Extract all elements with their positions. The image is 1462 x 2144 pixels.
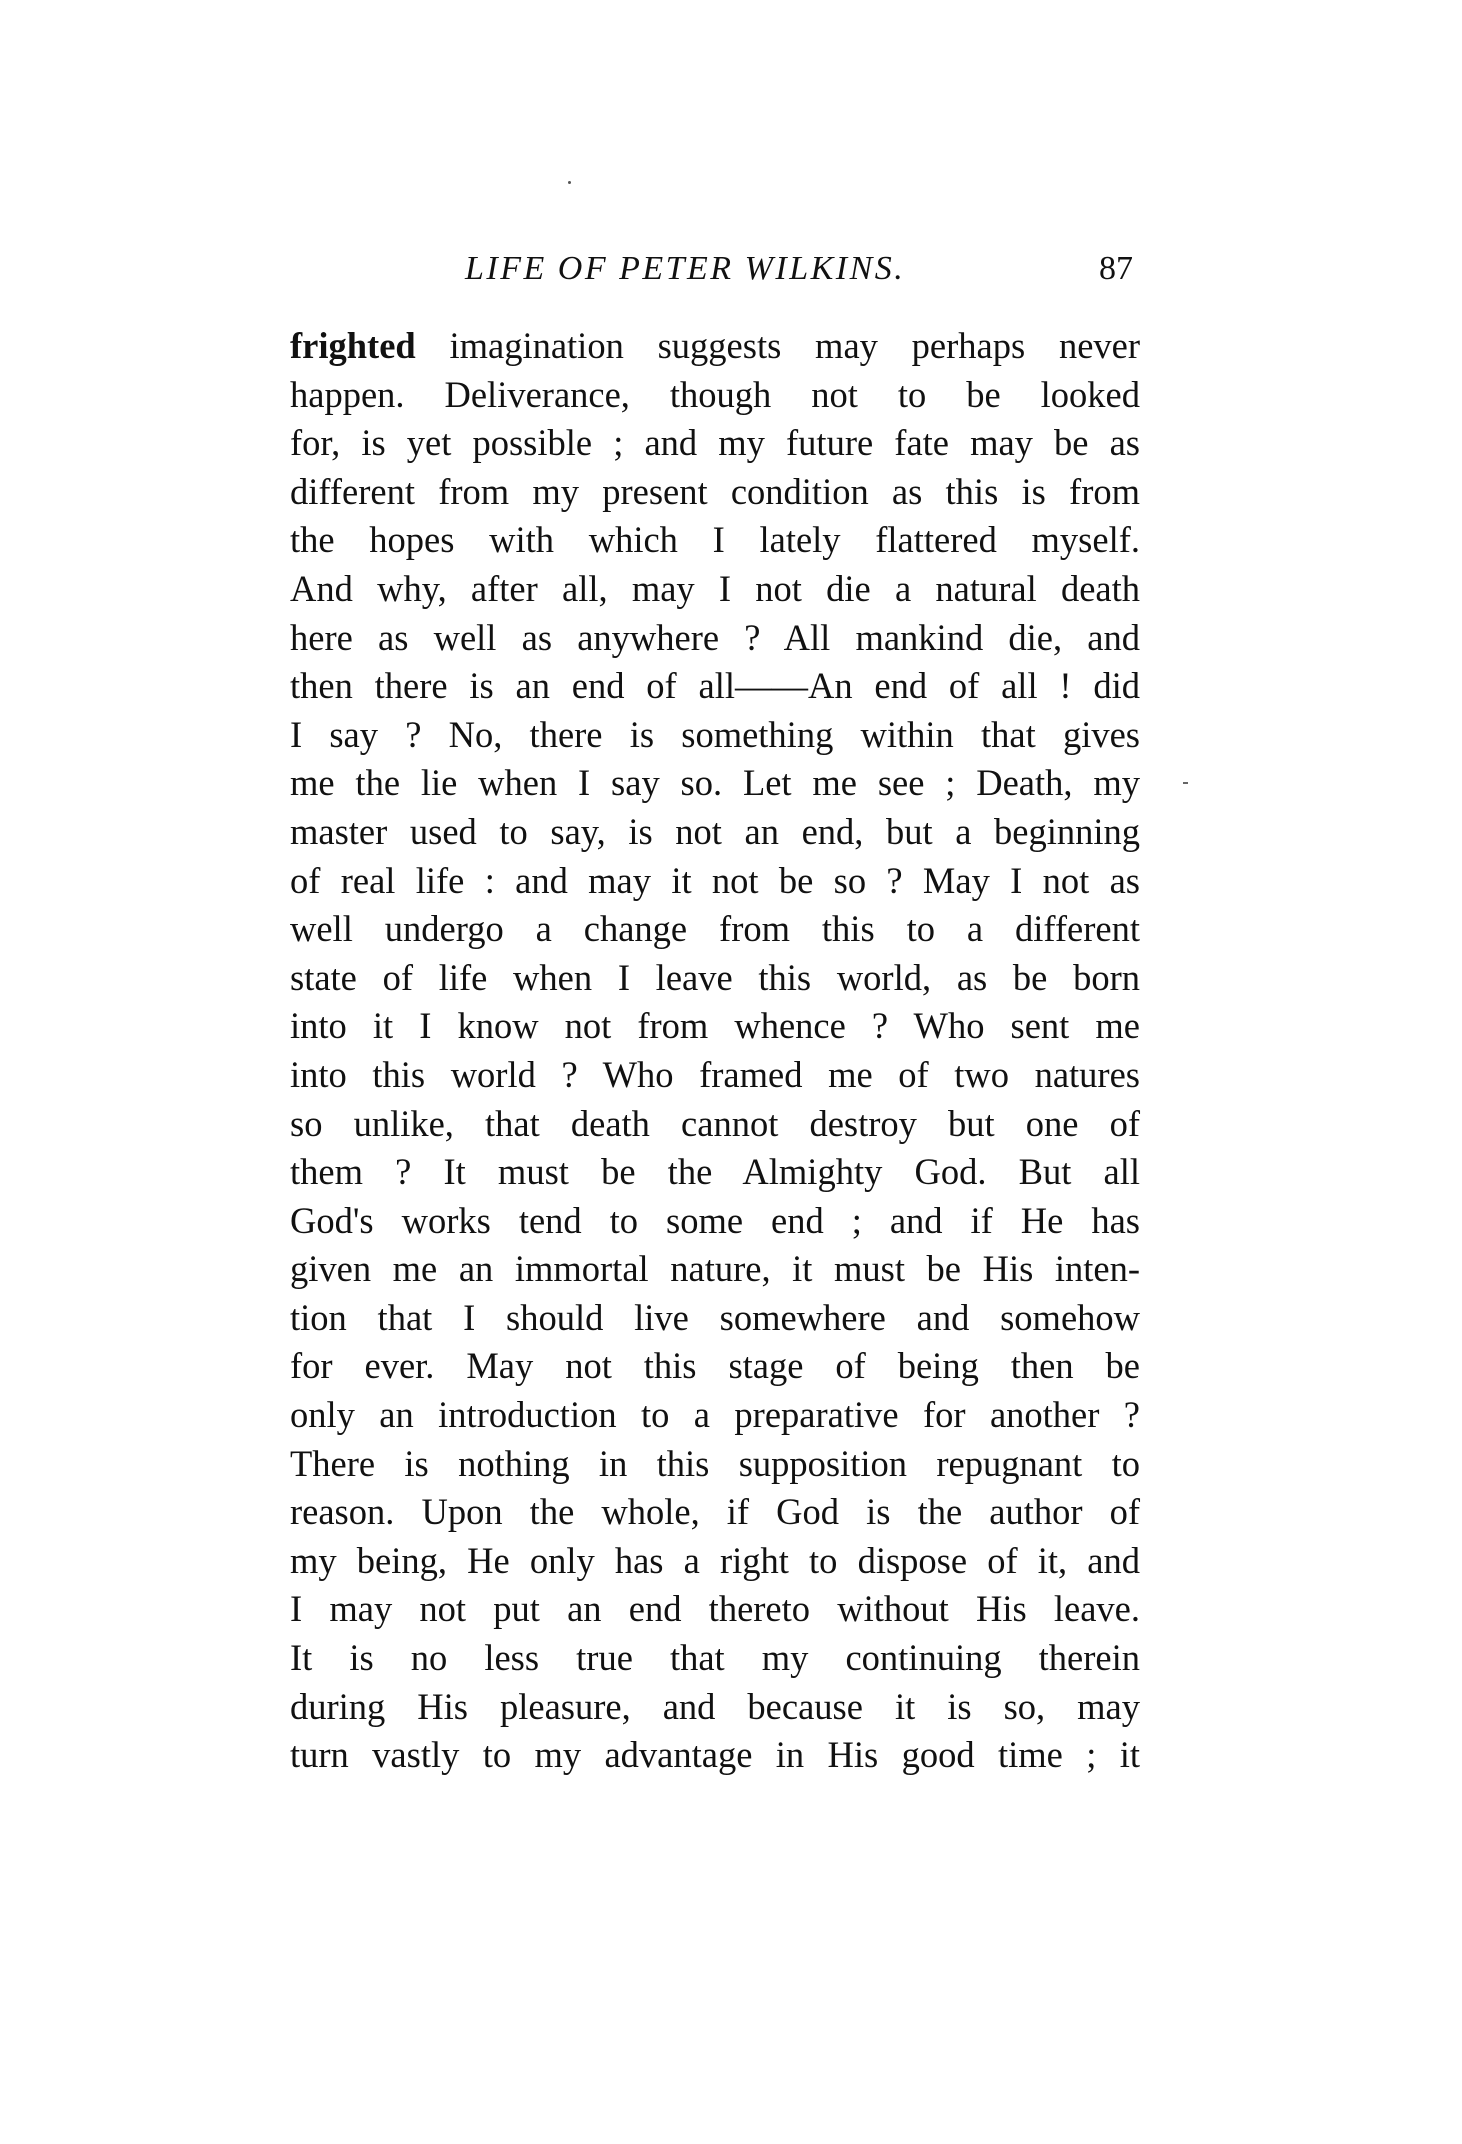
text-line: during His pleasure, and because it is so, may: [290, 1685, 1140, 1727]
text-line: then there is an end of all——An end of all ! did: [290, 665, 1140, 707]
text-line: for ever. May not this stage of being then be: [290, 1345, 1140, 1387]
text-line: the hopes with which I lately flattered myself.: [290, 519, 1140, 561]
text-line: different from my present condition as this is from: [290, 470, 1140, 512]
body-text: [290, 322, 1140, 1780]
text-line: I may not put an end thereto without His leave.: [290, 1588, 1140, 1630]
text-line: And why, after all, may I not die a natural death: [290, 567, 1140, 609]
text-line: here as well as anywhere ? All mankind die, and: [290, 616, 1140, 658]
text-line: It is no less true that my continuing therein: [290, 1637, 1140, 1679]
page-number: 87: [1099, 250, 1133, 287]
text-line: I say ? No, there is something within that gives: [290, 713, 1140, 755]
running-head: [290, 250, 1140, 300]
print-mark: [1183, 782, 1188, 784]
text-line: of real life : and may it not be so ? May I not as: [290, 859, 1140, 901]
text-line: happen. Deliverance, though not to be looked: [290, 373, 1140, 415]
text-line: well undergo a change from this to a different: [290, 908, 1140, 950]
text-line: them ? It must be the Almighty God. But all: [290, 1151, 1140, 1193]
text-line: me the lie when I say so. Let me see ; Death, my: [290, 762, 1140, 804]
text-line: into it I know not from whence ? Who sent me: [290, 1005, 1140, 1047]
text-line: so unlike, that death cannot destroy but one of: [290, 1102, 1140, 1144]
text-line: state of life when I leave this world, as be born: [290, 956, 1140, 998]
running-title: LIFE OF PETER WILKINS.: [465, 250, 906, 287]
text-line: my being, He only has a right to dispose of it, and: [290, 1539, 1140, 1581]
text-line: for, is yet possible ; and my future fate may be as: [290, 422, 1140, 464]
text-line: reason. Upon the whole, if God is the author of: [290, 1491, 1140, 1533]
text-line: God's works tend to some end ; and if He has: [290, 1199, 1140, 1241]
text-line: turn vastly to my advantage in His good time ; it: [290, 1734, 1140, 1776]
first-word: frighted: [290, 325, 416, 366]
text-line: into this world ? Who framed me of two natures: [290, 1053, 1140, 1095]
text-line: master used to say, is not an end, but a beginning: [290, 810, 1140, 852]
print-speck: [568, 181, 571, 184]
text-line: tion that I should live somewhere and somehow: [290, 1296, 1140, 1338]
text-line: only an introduction to a preparative for another ?: [290, 1394, 1140, 1436]
text-line-1: frighted imagination suggests may perhaps never: [290, 325, 1140, 366]
text-line: There is nothing in this supposition repugnant to: [290, 1442, 1140, 1484]
text-line: given me an immortal nature, it must be His inten-: [290, 1248, 1140, 1290]
